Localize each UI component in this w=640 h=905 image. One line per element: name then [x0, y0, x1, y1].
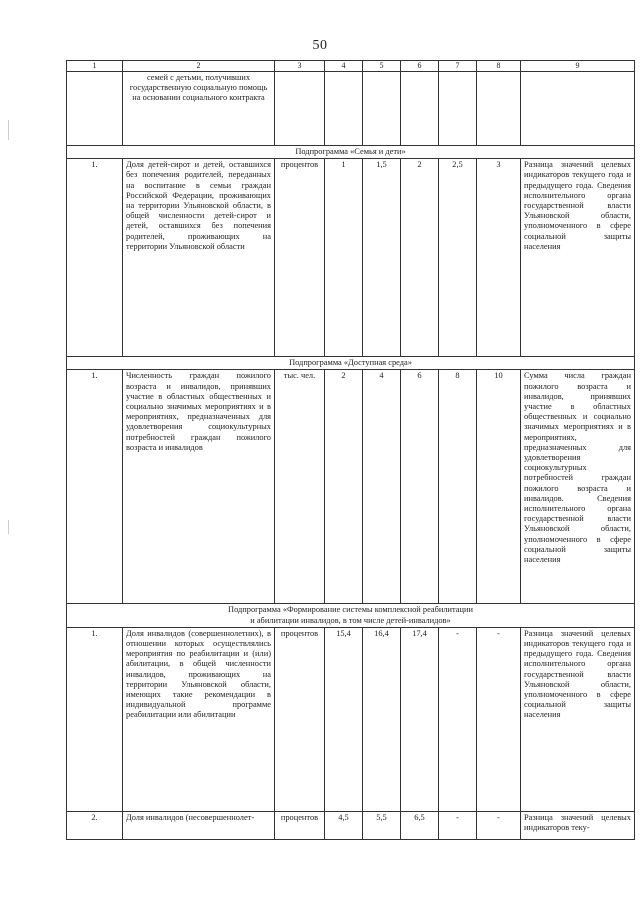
value-cell: 1,5: [363, 159, 401, 357]
section-header-row: [67, 357, 635, 370]
value-cell: -: [477, 811, 521, 839]
section-title-line: и абилитации инвалидов, в том числе детей-инвалидов»: [250, 615, 451, 625]
column-number: 3: [275, 61, 325, 72]
table-row: [67, 159, 635, 357]
scan-mark: [8, 520, 9, 534]
column-number: 6: [401, 61, 439, 72]
value-cell: 17,4: [401, 627, 439, 811]
value-cell: -: [477, 627, 521, 811]
section-title: Подпрограмма «Доступная среда»: [67, 357, 635, 370]
value-cell: 8: [439, 370, 477, 604]
table-row: [67, 370, 635, 604]
value-cell: 6,5: [401, 811, 439, 839]
value-cell: 4: [363, 370, 401, 604]
value-cell: -: [439, 811, 477, 839]
value-cell: 2,5: [439, 159, 477, 357]
column-number: 7: [439, 61, 477, 72]
value-cell: 2: [325, 370, 363, 604]
row-number: 2.: [67, 811, 123, 839]
unit-cell: процентов: [275, 159, 325, 357]
unit-cell: процентов: [275, 627, 325, 811]
column-number-row: [67, 61, 635, 72]
indicator-cell: Доля инвалидов (совершеннолетних), в отношении которых осуществлялись мероприятия по реабилитации и (или) абилитации, в общей численности инвалидов, проживающих на территории Ульяновской области, имеющих такие рекомендации в индивидуальной программе реабилитации или абилитации: [123, 627, 275, 811]
table-row-continued: [67, 72, 635, 146]
row-number: 1.: [67, 627, 123, 811]
table-row: [67, 627, 635, 811]
value-cell: 10: [477, 370, 521, 604]
indicators-table: [66, 60, 635, 840]
method-cell: Разница значений целевых индикаторов теку-: [521, 811, 635, 839]
value-cell: 5,5: [363, 811, 401, 839]
column-number: 4: [325, 61, 363, 72]
value-cell: 4,5: [325, 811, 363, 839]
value-cell: -: [439, 627, 477, 811]
column-number: 1: [67, 61, 123, 72]
section-title-line: Подпрограмма «Формирование системы комплексной реабилитации: [228, 605, 473, 615]
scan-mark: [8, 120, 9, 140]
section-title: Подпрограмма «Семья и дети»: [67, 146, 635, 159]
value-cell: 1: [325, 159, 363, 357]
column-number: 9: [521, 61, 635, 72]
value-cell: 16,4: [363, 627, 401, 811]
method-cell: Сумма числа граждан пожилого возраста и инвалидов, принявших участие в областных общественных и социально значимых мероприятиях и в мероприятиях, предназначенных для удовлетворения социокультурных потребностей граждан пожилого возраста и инвалидов. Сведения исполнительного органа государственной власти Ульяновской области, уполномоченного в сфере социальной защиты населения: [521, 370, 635, 604]
indicator-cell: Доля инвалидов (несовершеннолет-: [123, 811, 275, 839]
value-cell: 3: [477, 159, 521, 357]
indicator-cell: Численность граждан пожилого возраста и инвалидов, принявших участие в областных общественных и социально значимых мероприятиях и в мероприятиях, предназначенных для удовлетворения социокультурных потребностей граждан пожилого возраста и инвалидов: [123, 370, 275, 604]
method-cell: Разница значений целевых индикаторов текущего года и предыдущего года. Сведения исполнительного органа государственной власти Ульяновской области, уполномоченного в сфере социальной защиты населения: [521, 159, 635, 357]
column-number: 2: [123, 61, 275, 72]
section-header-row: [67, 604, 635, 627]
row-number: 1.: [67, 370, 123, 604]
unit-cell: процентов: [275, 811, 325, 839]
section-header-row: [67, 146, 635, 159]
table-row: [67, 811, 635, 839]
indicator-cell: Доля детей-сирот и детей, оставшихся без попечения родителей, переданных на воспитание в семьи граждан Российской Федерации, проживающих на территории Ульяновской области, в общей численности детей-сирот и детей, оставшихся без попечения родителей, проживающих на территории Ульяновской области: [123, 159, 275, 357]
section-title: [67, 604, 635, 627]
row-number: 1.: [67, 159, 123, 357]
indicator-cell: семей с детьми, получивших государственную социальную помощь на основании социального контракта: [123, 72, 275, 146]
value-cell: 2: [401, 159, 439, 357]
page-number: 50: [312, 38, 328, 53]
column-number: 8: [477, 61, 521, 72]
unit-cell: тыс. чел.: [275, 370, 325, 604]
column-number: 5: [363, 61, 401, 72]
value-cell: 6: [401, 370, 439, 604]
value-cell: 15,4: [325, 627, 363, 811]
method-cell: Разница значений целевых индикаторов текущего года и предыдущего года. Сведения исполнительного органа государственной власти Ульяновской области, уполномоченного в сфере социальной защиты населения: [521, 627, 635, 811]
